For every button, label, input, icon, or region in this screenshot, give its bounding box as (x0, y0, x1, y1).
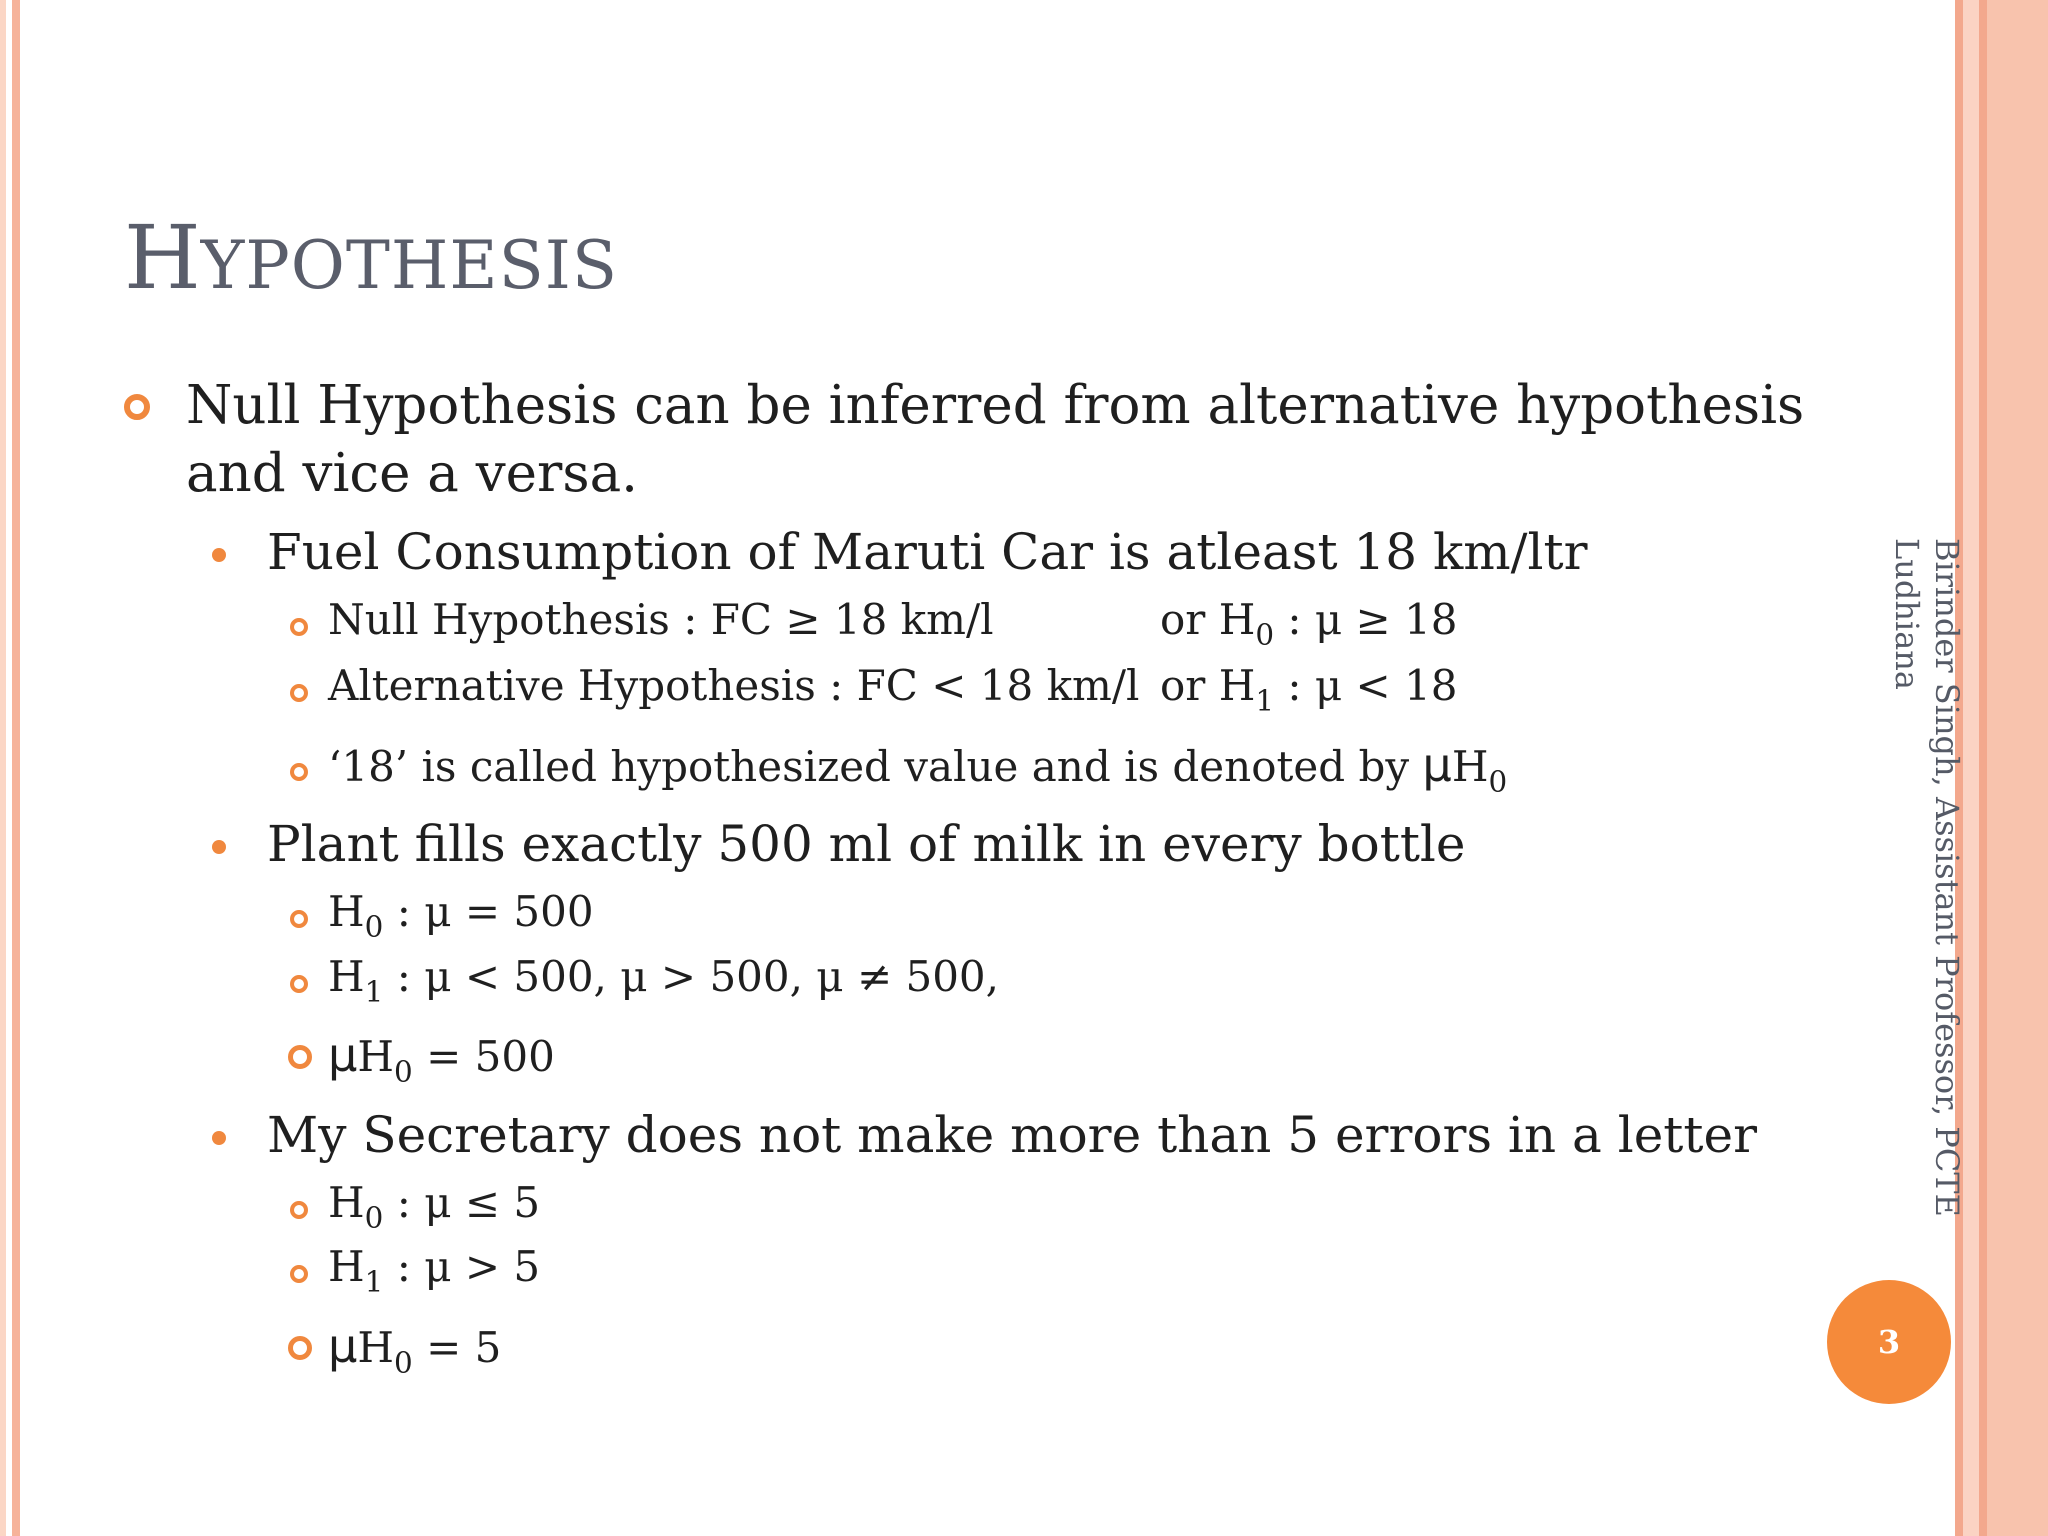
level3-bullet-icon (290, 763, 308, 781)
example1-note-text: ‘18’ is called hypothesized value and is denoted by (328, 742, 1423, 791)
right-border-stripe-accent (1979, 0, 1987, 1536)
example3-h0-rel: : μ ≤ 5 (383, 1178, 541, 1227)
example1-alt-or: or H (1160, 661, 1256, 710)
example3-h0-h: H (328, 1178, 365, 1227)
example1-note-mu: μ (1422, 738, 1452, 792)
example1-null-rel: : μ ≥ 18 (1274, 595, 1458, 644)
example3-h0 (328, 1178, 541, 1235)
level3-bullet-icon (290, 910, 308, 928)
example2-h0-rel: : μ = 500 (383, 887, 594, 936)
example2-hv-sub: 0 (394, 1054, 413, 1089)
right-border-band (1987, 0, 2048, 1536)
example1-note-sub: 0 (1488, 764, 1508, 799)
example1-null-sub: 0 (1255, 617, 1275, 652)
author-credit-line1: Birinder Singh, Assistant Professor, PCTE (1928, 538, 1966, 1217)
slide-title-initial: H (124, 206, 201, 309)
example2-hv-rel: = 500 (412, 1032, 555, 1081)
left-border-stripe-accent (12, 0, 20, 1536)
level3-bullet-icon (290, 1201, 308, 1219)
example1-note (328, 738, 1508, 799)
level3-bullet-icon (288, 1045, 312, 1069)
intro-text: Null Hypothesis can be inferred from alternative hypothesis and vice a versa. (186, 375, 1805, 504)
level3-bullet-icon (290, 1265, 308, 1283)
author-credit-line2: Ludhiana (1888, 538, 1926, 690)
example3-hv-h: H (357, 1323, 395, 1372)
example2-hv-h: H (357, 1032, 395, 1081)
example1-alt-rel: : μ < 18 (1274, 661, 1458, 710)
example3-hv-mu: μ (328, 1319, 358, 1373)
level3-bullet-icon (290, 618, 308, 636)
example1-null-formula (1160, 595, 1458, 652)
example3-h1-sub: 1 (364, 1264, 384, 1299)
author-credit (1887, 538, 1967, 1218)
example3-h1-h: H (328, 1242, 365, 1291)
example2-h1-rel: : μ < 500, μ > 500, μ ≠ 500, (383, 952, 1000, 1001)
example1-note-h: H (1451, 742, 1489, 791)
example2-h0 (328, 887, 594, 944)
example3-hypothesized-value (328, 1319, 502, 1380)
level1-bullet-icon (124, 394, 150, 420)
level2-bullet-icon (212, 840, 226, 854)
example2-h1 (328, 952, 1000, 1009)
example1-null-label: Null Hypothesis : FC ≥ 18 km/l (328, 595, 994, 644)
example3-h1 (328, 1242, 541, 1299)
example1-alt-sub: 1 (1255, 683, 1275, 718)
level3-bullet-icon (290, 684, 308, 702)
example1-heading: Fuel Consumption of Maruti Car is atleast 18 km/ltr (267, 523, 1588, 581)
level3-bullet-icon (290, 975, 308, 993)
example2-h1-sub: 1 (364, 974, 384, 1009)
slide-title-rest: YPOTHESIS (200, 227, 619, 304)
example3-h0-sub: 0 (364, 1200, 384, 1235)
left-border-stripe (0, 0, 6, 1536)
example2-h1-h: H (328, 952, 365, 1001)
example2-hv-mu: μ (328, 1028, 358, 1082)
level2-bullet-icon (212, 1131, 226, 1145)
example1-null-or: or H (1160, 595, 1256, 644)
example2-hypothesized-value (328, 1028, 555, 1089)
example2-h0-h: H (328, 887, 365, 936)
example3-h1-rel: : μ > 5 (383, 1242, 541, 1291)
level3-bullet-icon (288, 1336, 312, 1360)
slide-title (124, 206, 618, 309)
example3-hv-rel: = 5 (412, 1323, 502, 1372)
level2-bullet-icon (212, 548, 226, 562)
example3-heading: My Secretary does not make more than 5 errors in a letter (267, 1106, 1757, 1164)
example1-alt-label: Alternative Hypothesis : FC < 18 km/l (328, 661, 1140, 710)
example1-alt-formula (1160, 661, 1458, 718)
example2-heading: Plant fills exactly 500 ml of milk in every bottle (267, 815, 1466, 873)
page-number: 3 (1877, 1323, 1901, 1361)
example2-h0-sub: 0 (364, 909, 384, 944)
example3-hv-sub: 0 (394, 1345, 413, 1380)
page-number-badge (1827, 1280, 1951, 1404)
